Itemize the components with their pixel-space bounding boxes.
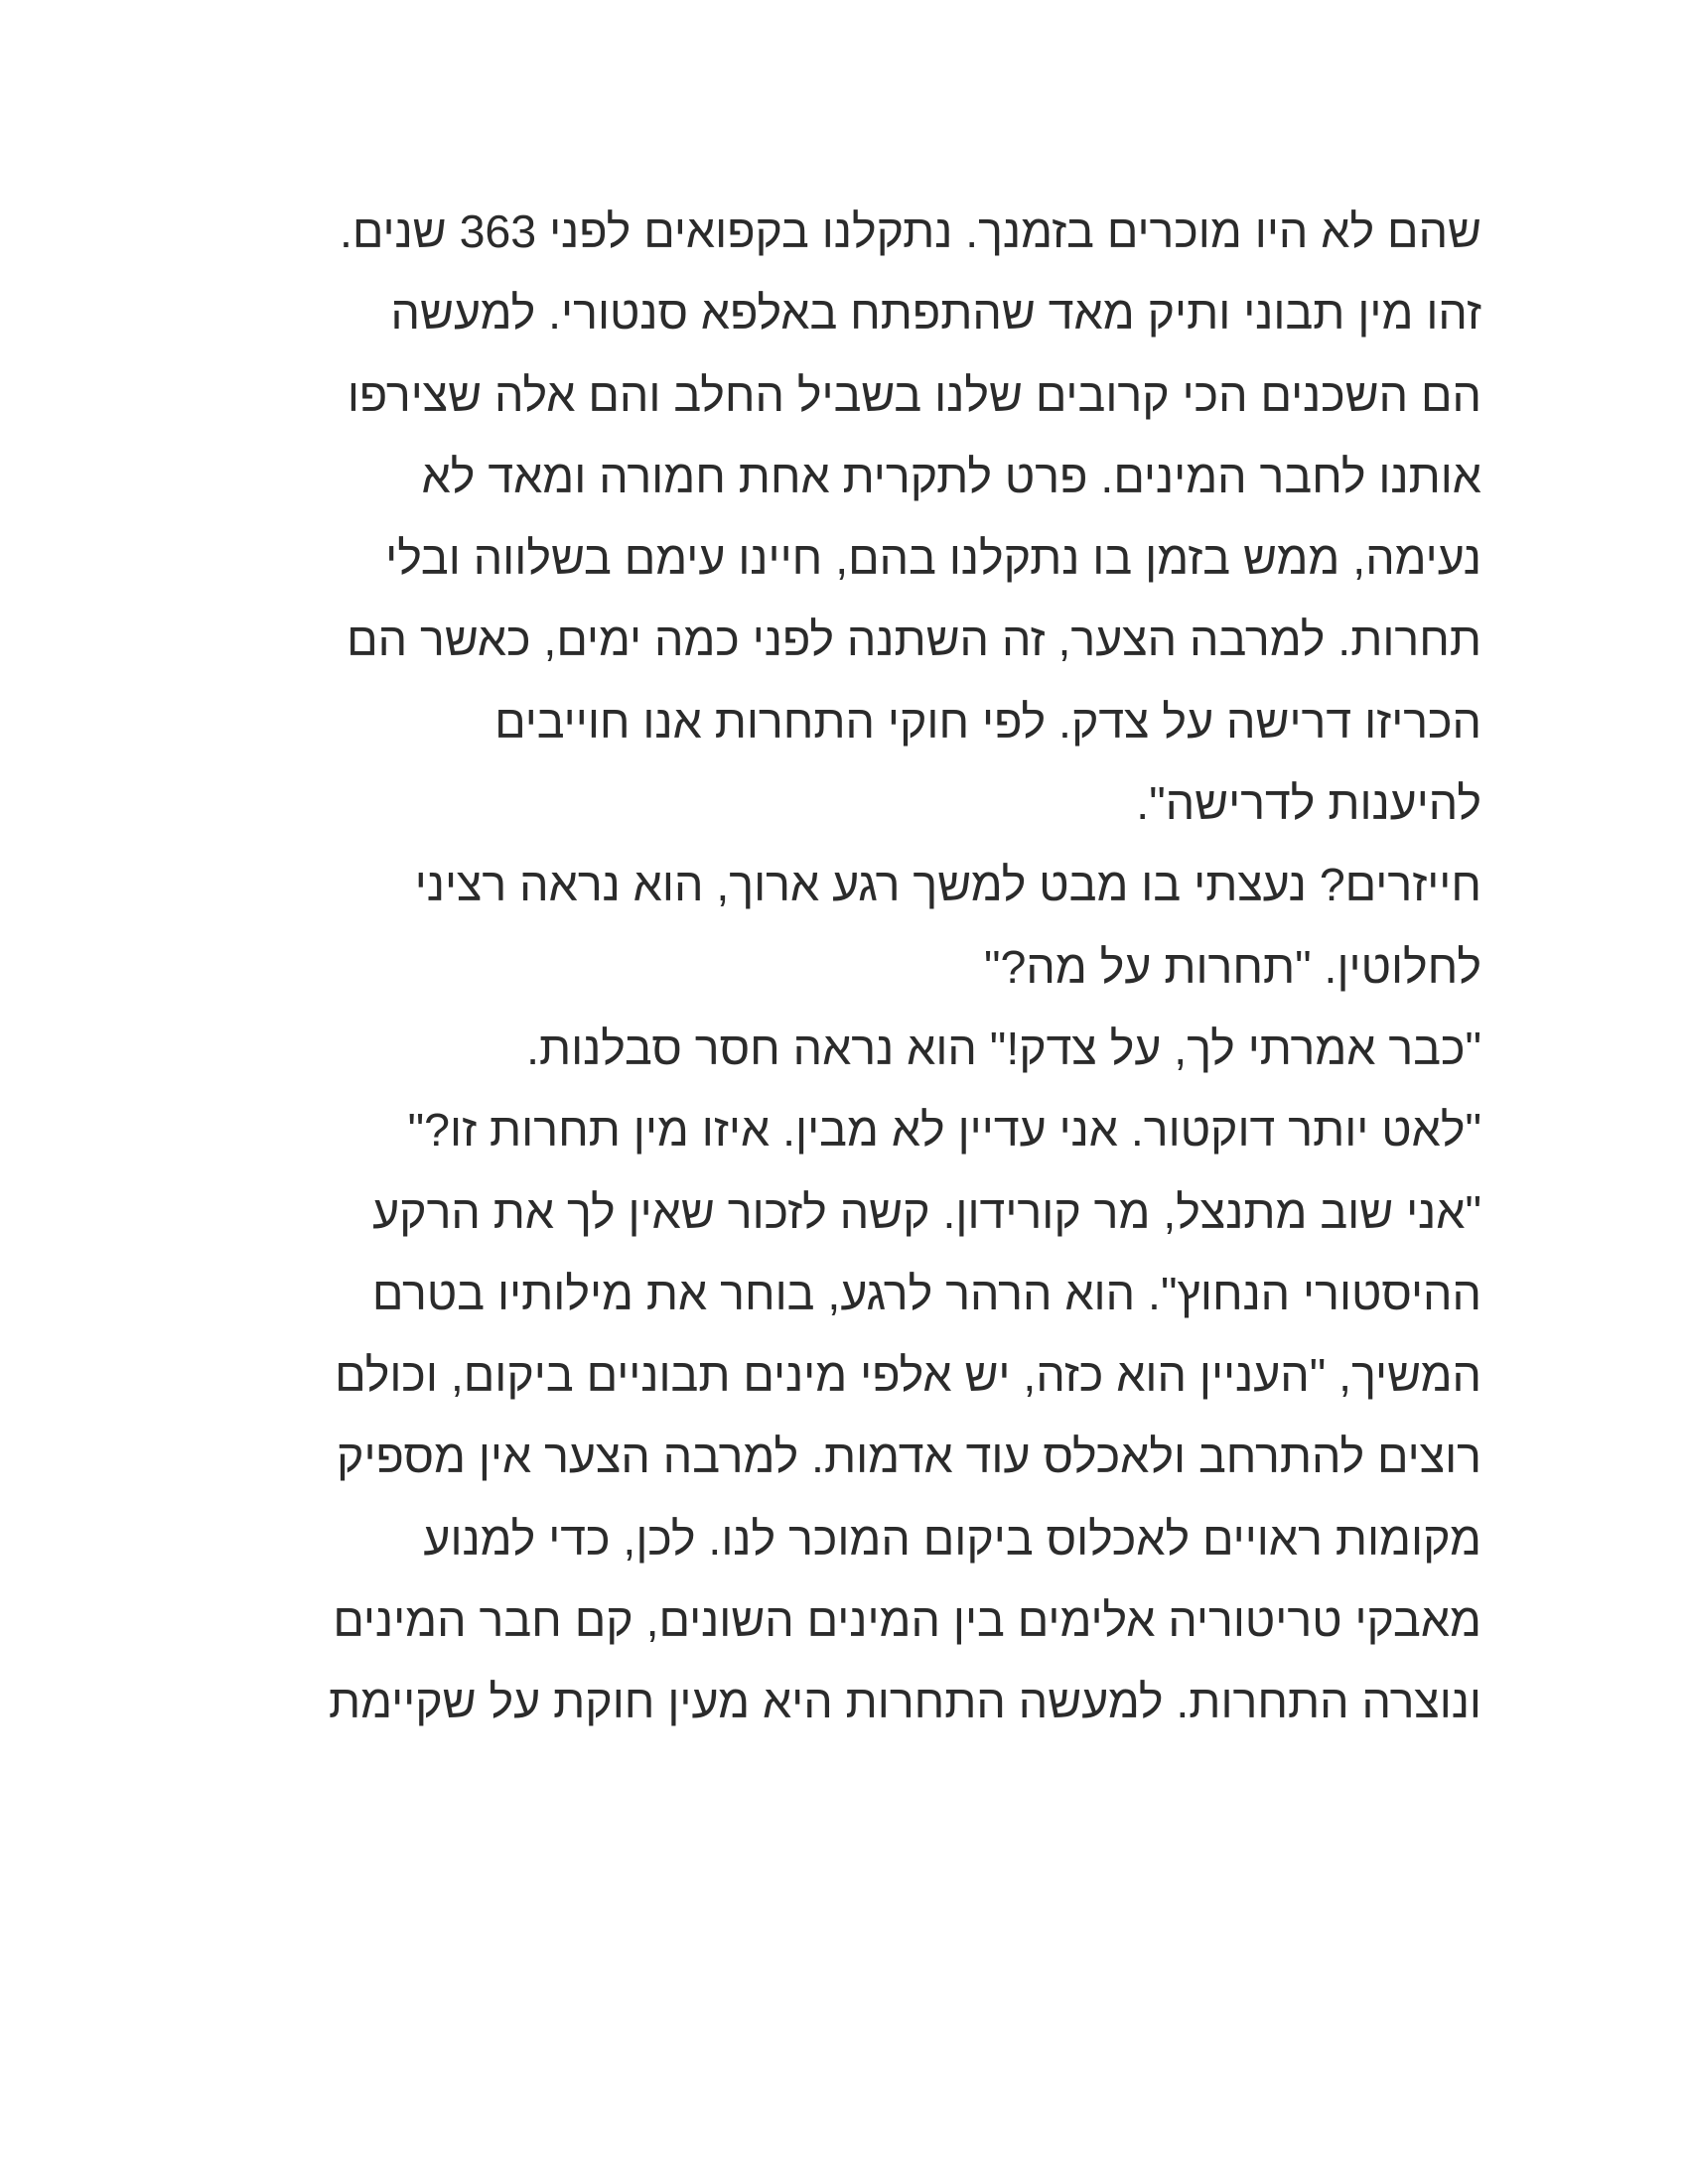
text-line-4: אותנו לחבר המינים. פרט לתקרית אחת חמורה ומאד לא <box>421 450 1481 502</box>
text-line-14: ההיסטורי הנחוץ". הוא הרהר לרגע, בוחר את מילותיו בטרם <box>371 1267 1481 1319</box>
text-line-17: מקומות ראויים לאכלוס ביקום המוכר לנו. לכן, כדי למנוע <box>423 1512 1481 1565</box>
text-line-8: להיענות לדרישה". <box>1136 777 1481 830</box>
text-line-11: "כבר אמרתי לך, על צדק!" הוא נראה חסר סבלנות. <box>526 1022 1481 1074</box>
text-line-7: הכריזו דרישה על צדק. לפי חוקי התחרות אנו חוייבים <box>494 695 1481 748</box>
text-line-1: שהם לא היו מוכרים בזמנך. נתקלנו בקפואים לפני 363 שנים. <box>339 205 1481 257</box>
text-line-10: לחלוטין. "תחרות על מה?" <box>984 940 1481 993</box>
body-text <box>181 199 1481 1751</box>
text-line-5: נעימה, ממש בזמן בו נתקלנו בהם, חיינו עימם בשלווה ובלי <box>385 532 1481 585</box>
text-line-12: "לאט יותר דוקטור. אני עדיין לא מבין. איזו מין תחרות זו?" <box>407 1104 1481 1157</box>
text-line-9: חייזרים? נעצתי בו מבט למשך רגע ארוך, הוא נראה רציני <box>414 859 1481 911</box>
text-line-18: מאבקי טריטוריה אלימים בין המינים השונים, קם חבר המינים <box>333 1594 1481 1647</box>
text-line-19: ונוצרה התחרות. למעשה התחרות היא מעין חוקת על שקיימת <box>328 1676 1481 1728</box>
text-line-16: רוצים להתרחב ולאכלס עוד אדמות. למרבה הצער אין מספיק <box>337 1431 1481 1483</box>
text-line-6: תחרות. למרבה הצער, זה השתנה לפני כמה ימים, כאשר הם <box>347 614 1481 666</box>
text-line-13: "אני שוב מתנצל, מר קורידון. קשה לזכור שאין לך את הרקע <box>372 1185 1481 1238</box>
text-line-2: זהו מין תבוני ותיק מאד שהתפתח באלפא סנטורי. למעשה <box>390 287 1481 340</box>
text-line-3: הם השכנים הכי קרובים שלנו בשביל החלב והם אלה שצירפו <box>347 368 1481 421</box>
text-line-15: המשיך, "העניין הוא כזה, יש אלפי מינים תבוניים ביקום, וכולם <box>335 1349 1481 1402</box>
